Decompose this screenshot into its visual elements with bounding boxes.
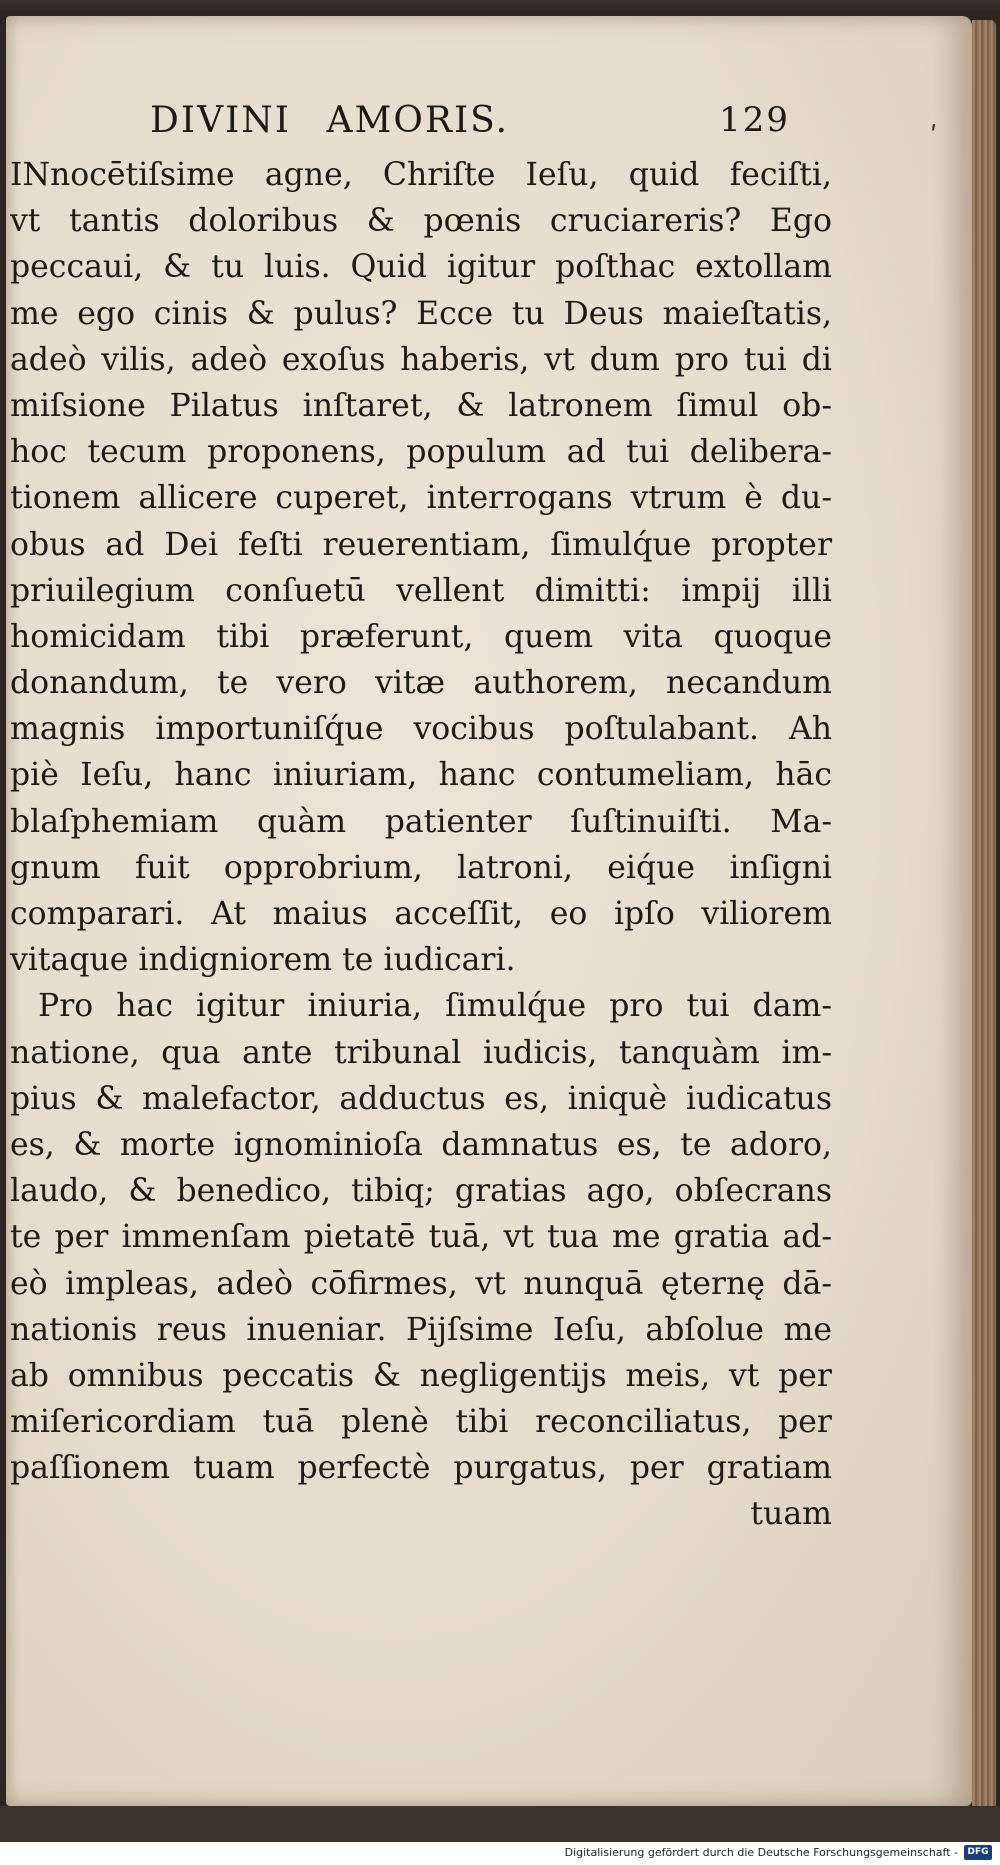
text-line: vt tantis doloribus & pœnis cruciareris? Ego [10,203,832,240]
text-line: ab omnibus peccatis & negligentijs meis, vt per [10,1357,832,1394]
running-header [150,100,790,148]
text-line: nationis reus inueniar. Pijſsime Ieſu, abſolue me [10,1311,832,1348]
text-line: priuilegium conſuetū vellent dimitti: impij illi [10,572,832,609]
text-line: es, & morte ignominioſa damnatus es, te adoro, [10,1126,832,1163]
text-line: donandum, te vero vitæ authorem, necandum [10,665,832,702]
text-line: laudo, & benedico, tibiq; gratias ago, obſecrans [10,1173,832,1210]
text-line: hoc tecum proponens, populum ad tui delibera- [10,434,832,471]
text-line: comparari. At maius acceſſit, eo ipſo viliorem [10,896,832,932]
text-line: obus ad Dei feſti reuerentiam, ſimulq́ue propter [10,526,832,563]
text-line: paſſionem tuam perfectè purgatus, per gratiam [10,1450,832,1487]
dfg-logo: DFG [964,1845,992,1860]
text-line: pius & malefactor, adductus es, iniquè iudicatus [10,1080,832,1117]
text-line: eò impleas, adeò cōfirmes, vt nunquā ęternę dā- [10,1265,832,1302]
scan-bottom-band [0,1806,1000,1842]
text-line: blaſphemiam quàm patienter ſuſtinuiſti. Ma- [10,803,832,840]
text-line: me ego cinis & pulus? Ecce tu Deus maieſtatis, [10,295,832,332]
page-fore-edge [972,20,996,1810]
margin-mark-icon: ʹ [930,122,938,152]
text-line: vitaque indigniorem te iudicari. [10,942,516,979]
text-line: miſsione Pilatus inſtaret, & latronem ſimul ob- [10,387,832,424]
body-text [10,152,832,1538]
text-line: Pro hac igitur iniuria, ſimulq́ue pro tui dam- [38,988,832,1025]
text-line: magnis importuniſq́ue vocibus poſtulabant. Ah [10,711,832,748]
running-title: DIVINI AMORIS. [150,100,509,141]
page-number: 129 [719,100,790,140]
text-line: peccaui, & tu luis. Quid igitur poſthac extollam [10,249,832,286]
text-line: gnum fuit opprobrium, latroni, eiq́ue inſigni [10,849,832,886]
catchword: tuam [750,1496,832,1533]
text-line: te per immenſam pietatē tuā, vt tua me gratia ad- [10,1219,832,1256]
text-line: piè Ieſu, hanc iniuriam, hanc contumeliam, hāc [10,757,832,794]
text-line: miſericordiam tuā plenè tibi reconciliatus, per [10,1404,832,1441]
text-line: homicidam tibi præferunt, quem vita quoque [10,618,832,655]
text-line: natione, qua ante tribunal iudicis, tanquàm im- [10,1034,832,1071]
text-line: tionem allicere cuperet, interrogans vtrum è du- [10,480,832,517]
text-line: adeò vilis, adeò exoſus haberis, vt dum pro tui di [10,341,832,378]
footer-credit: Digitalisierung gefördert durch die Deutsche Forschungsgemeinschaft - [564,1846,958,1859]
text-line: INnocētiſsime agne, Chriſte Ieſu, quid feciſti, [10,157,832,193]
